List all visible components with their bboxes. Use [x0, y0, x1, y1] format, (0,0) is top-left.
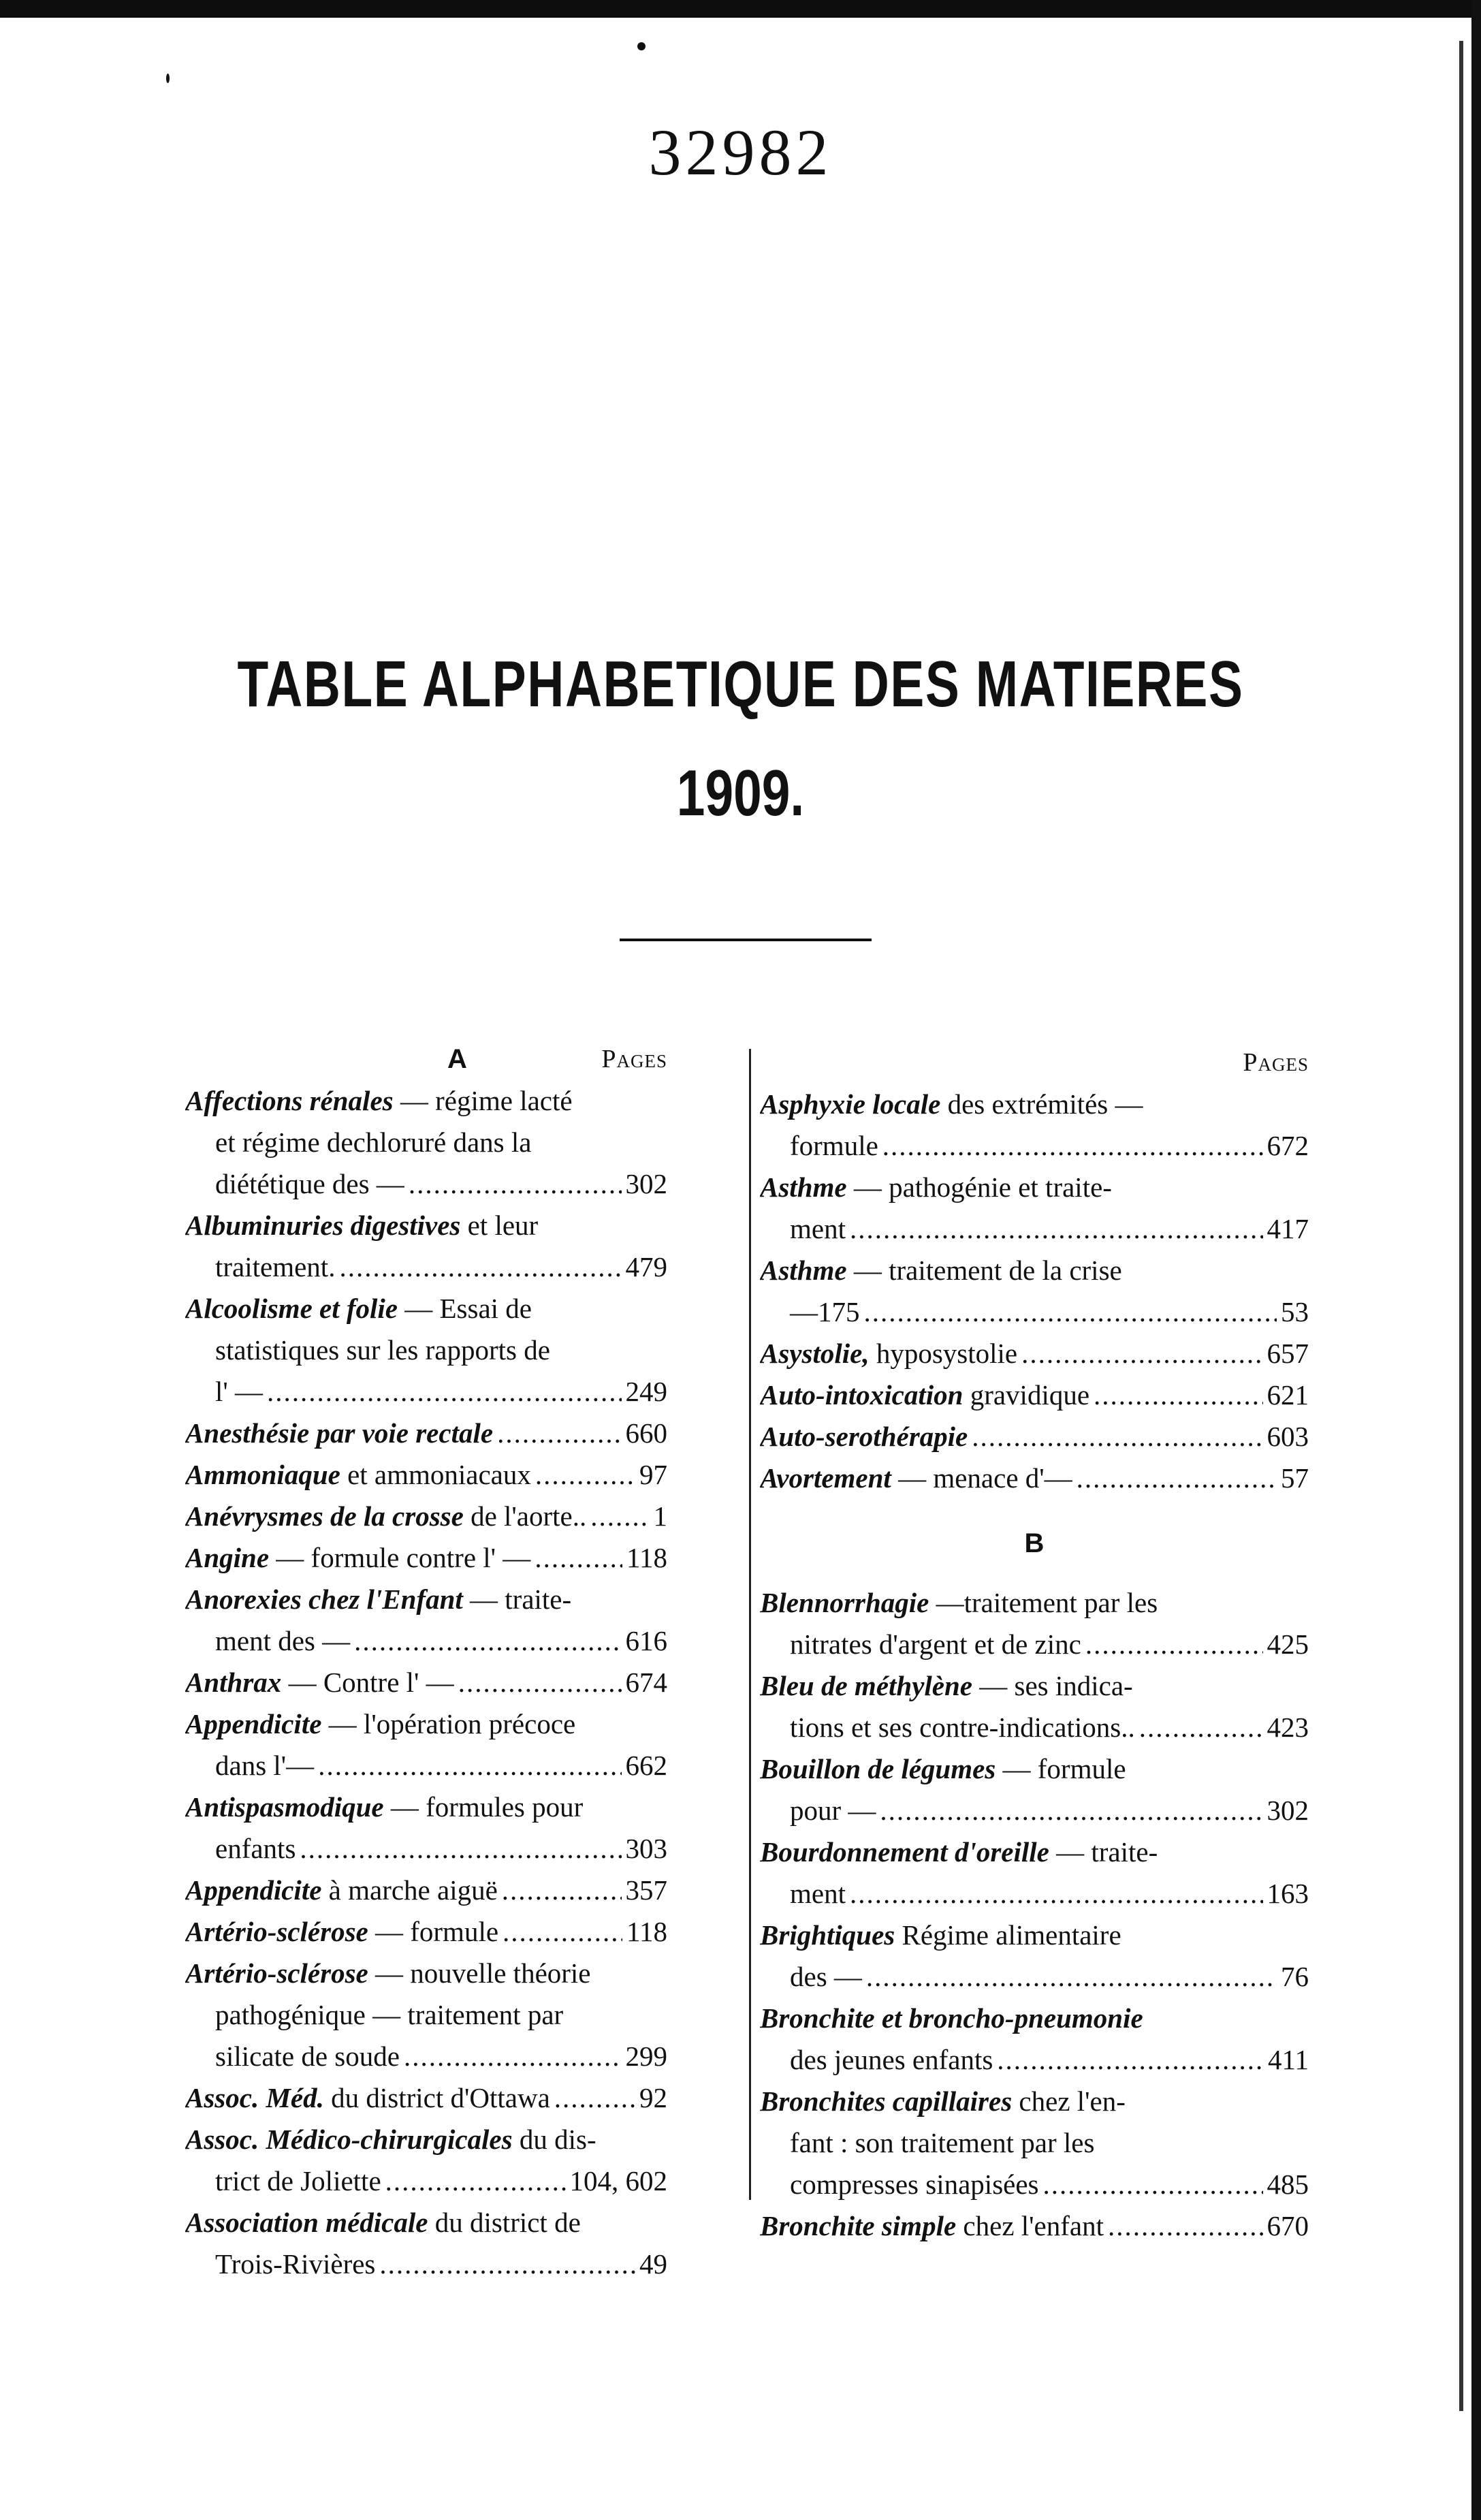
- entry-line: [760, 1458, 1309, 1499]
- entry-lead-text: [185, 1496, 586, 1537]
- entry-lead-text: [185, 1413, 493, 1454]
- entry-heading: Bronchite simple: [760, 2210, 957, 2241]
- entry-line: [760, 2081, 1309, 2122]
- entry-heading: Bourdonnement d'oreille: [760, 1836, 1049, 1868]
- entry-line: [185, 1163, 667, 1205]
- entry-line: [185, 2243, 667, 2285]
- pages-header: Pages: [1243, 1048, 1309, 1077]
- index-entry: [185, 1288, 667, 1413]
- index-entry: [185, 1953, 667, 2077]
- entry-heading: Bouillon de légumes: [760, 1753, 996, 1784]
- entry-heading: Affections rénales: [185, 1085, 394, 1116]
- entry-line: [760, 1167, 1309, 1208]
- entry-text: et ammoniacaux: [347, 1459, 531, 1490]
- entry-text: des jeunes enfants: [790, 2044, 993, 2075]
- entry-text: pathogénique — traitement par: [215, 1999, 564, 2030]
- entry-text: pour —: [790, 1795, 876, 1826]
- page-number: 621: [1267, 1379, 1309, 1411]
- pages-header: Pages: [601, 1045, 667, 1073]
- entry-text: du district d'Ottawa: [331, 2082, 550, 2113]
- page-number: 299: [625, 2041, 667, 2072]
- page-number: 479: [625, 1251, 667, 1282]
- entry-text: compresses sinapisées: [790, 2169, 1039, 2200]
- entry-heading: Assoc. Médico-chirurgicales: [185, 2124, 513, 2155]
- entry-lead-text: [185, 1911, 498, 1953]
- entry-text: traitement.: [215, 1251, 336, 1282]
- title-rule: [620, 939, 872, 941]
- leader-dots: [1077, 1458, 1277, 1499]
- entry-line: [185, 2160, 667, 2202]
- leader-dots: [1108, 2205, 1263, 2247]
- index-entry: [760, 1998, 1309, 2081]
- entry-line: [760, 1416, 1309, 1458]
- entry-heading: Avortement: [760, 1462, 891, 1494]
- page-number: 104, 602: [569, 2165, 667, 2196]
- entry-line: [760, 2205, 1309, 2247]
- entry-heading: Appendicite: [185, 1874, 322, 1906]
- entry-heading: Artério-sclérose: [185, 1916, 368, 1947]
- entry-heading: Asthme: [760, 1255, 847, 1286]
- entry-line: [185, 1870, 667, 1911]
- entry-line: [760, 1873, 1309, 1915]
- entry-heading: Brightiques: [760, 1919, 895, 1951]
- entry-line: [185, 1911, 667, 1953]
- entry-text: ment des —: [215, 1625, 351, 1656]
- entry-heading: Assoc. Méd.: [185, 2082, 324, 2113]
- leader-dots: [354, 1620, 621, 1662]
- leader-dots: [535, 1454, 635, 1496]
- page-number: 1: [653, 1500, 667, 1532]
- index-entry: [185, 1496, 667, 1537]
- leader-dots: [864, 1291, 1277, 1333]
- entry-text: l' —: [215, 1376, 264, 1407]
- index-entry: [760, 1374, 1309, 1416]
- entry-line: [760, 1915, 1309, 1956]
- entry-lead-text: [760, 1416, 968, 1458]
- entry-lead-text: [760, 1333, 1017, 1374]
- entry-text: — pathogénie et traite-: [853, 1171, 1112, 1203]
- leader-dots: [882, 1125, 1263, 1167]
- entry-text: statistiques sur les rapports de: [215, 1334, 550, 1366]
- entry-line: [760, 1748, 1309, 1790]
- index-entry: [760, 1748, 1309, 1831]
- entry-line: [760, 1956, 1309, 1998]
- page-number: 670: [1267, 2210, 1309, 2241]
- leader-dots: [502, 1870, 622, 1911]
- page-number: 302: [1267, 1795, 1309, 1826]
- index-entry: [185, 1413, 667, 1454]
- right-column-header: [760, 1042, 1309, 1084]
- index-entry: [185, 1662, 667, 1703]
- entry-text: dans l'—: [215, 1750, 315, 1781]
- right-entry-list-a: [760, 1084, 1309, 1499]
- entry-line: [185, 1786, 667, 1828]
- entry-text: —175: [790, 1296, 860, 1327]
- index-entry: [760, 1458, 1309, 1499]
- page-number: 97: [639, 1459, 667, 1490]
- page-number: 411: [1268, 2044, 1309, 2075]
- entry-heading: Artério-sclérose: [185, 1957, 368, 1989]
- right-border: [1471, 0, 1481, 2520]
- entry-heading: Blennorrhagie: [760, 1587, 929, 1618]
- entry-heading: Auto-intoxication: [760, 1379, 964, 1411]
- page-number: 657: [1267, 1338, 1309, 1369]
- index-entry: [185, 1786, 667, 1870]
- page-number: 57: [1281, 1462, 1309, 1494]
- entry-line: [760, 1582, 1309, 1624]
- entry-line: [185, 2036, 667, 2077]
- entry-text: — formule: [1002, 1753, 1126, 1784]
- entry-line: [185, 2119, 667, 2160]
- leader-dots: [458, 1662, 622, 1703]
- entry-text: — l'opération précoce: [328, 1708, 576, 1739]
- entry-text: diététique des —: [215, 1168, 404, 1199]
- index-entry: [185, 1579, 667, 1662]
- entry-lead-text: [760, 1374, 1089, 1416]
- ink-speck: [637, 42, 646, 50]
- entry-line: [185, 2077, 667, 2119]
- leader-dots: [379, 2243, 635, 2285]
- entry-heading: Association médicale: [185, 2207, 428, 2238]
- leader-dots: [1094, 1374, 1262, 1416]
- entry-text: et régime dechloruré dans la: [215, 1127, 532, 1158]
- entry-text: — Contre l' —: [288, 1667, 454, 1698]
- entry-line: [760, 1790, 1309, 1831]
- entry-line: [185, 1745, 667, 1786]
- index-entry: [185, 2202, 667, 2285]
- page-number: 76: [1281, 1961, 1309, 1992]
- ink-speck: [166, 74, 170, 83]
- entry-text: — Essai de: [404, 1293, 532, 1324]
- entry-heading: Appendicite: [185, 1708, 322, 1739]
- entry-text: — menace d'—: [898, 1462, 1072, 1494]
- entry-text: du district de: [434, 2207, 581, 2238]
- page-number: 485: [1267, 2169, 1309, 2200]
- entry-line: [185, 1246, 667, 1288]
- index-entry: [760, 1831, 1309, 1915]
- leader-dots: [409, 1163, 622, 1205]
- entry-text: chez l'en-: [1019, 2085, 1126, 2117]
- right-entry-list-b: [760, 1582, 1309, 2247]
- entry-line: [185, 1413, 667, 1454]
- entry-lead-text: [760, 2205, 1104, 2247]
- entry-text: — ses indica-: [979, 1670, 1133, 1701]
- entry-line: [760, 1665, 1309, 1707]
- left-column-header: [185, 1039, 667, 1080]
- index-entry: [185, 1703, 667, 1786]
- page-number: 118: [626, 1916, 667, 1947]
- entry-text: Trois-Rivières: [215, 2248, 376, 2280]
- leader-dots: [590, 1496, 649, 1537]
- page-number: 49: [639, 2248, 667, 2280]
- entry-line: [760, 2164, 1309, 2205]
- entry-text: — formule contre l' —: [276, 1542, 531, 1573]
- entry-text: silicate de soude: [215, 2041, 400, 2072]
- entry-text: du dis-: [519, 2124, 596, 2155]
- entry-text: à marche aiguë: [328, 1874, 498, 1906]
- page-number: 616: [625, 1625, 667, 1656]
- index-entry: [760, 1167, 1309, 1250]
- entry-heading: Anévrysmes de la crosse: [185, 1500, 464, 1532]
- entry-text: fant : son traitement par les: [790, 2127, 1095, 2158]
- entry-line: [760, 1125, 1309, 1167]
- index-entry: [760, 1333, 1309, 1374]
- page-number: 674: [625, 1667, 667, 1698]
- page-number: 425: [1267, 1628, 1309, 1660]
- entry-line: [185, 1329, 667, 1371]
- index-entry: [760, 2205, 1309, 2247]
- entry-line: [760, 1998, 1309, 2039]
- entry-heading: Auto-serothérapie: [760, 1421, 968, 1452]
- index-entry: [760, 2081, 1309, 2205]
- page-number: 163: [1267, 1878, 1309, 1909]
- entry-text: — régime lacté: [400, 1085, 573, 1116]
- leader-dots: [503, 1911, 622, 1953]
- entry-line: [185, 1080, 667, 1122]
- entry-line: [760, 1291, 1309, 1333]
- entry-line: [185, 1828, 667, 1870]
- index-entry: [185, 2077, 667, 2119]
- entry-text: trict de Joliette: [215, 2165, 381, 2196]
- entry-lead-text: [185, 1537, 530, 1579]
- entry-heading: Anorexies chez l'Enfant: [185, 1584, 463, 1615]
- index-entry: [760, 1915, 1309, 1998]
- entry-line: [760, 2122, 1309, 2164]
- entry-heading: Bronchite et broncho-pneumonie: [760, 2002, 1143, 2034]
- entry-text: gravidique: [970, 1379, 1090, 1411]
- page-number: 302: [625, 1168, 667, 1199]
- entry-line: [185, 1496, 667, 1537]
- leader-dots: [1043, 2164, 1263, 2205]
- index-entry: [185, 1537, 667, 1579]
- entry-heading: Anesthésie par voie rectale: [185, 1417, 494, 1449]
- entry-heading: Asystolie,: [760, 1338, 870, 1369]
- page-number: 417: [1267, 1213, 1309, 1244]
- entry-text: — formule: [375, 1916, 499, 1947]
- leader-dots: [850, 1208, 1263, 1250]
- right-column: [760, 1042, 1309, 2247]
- entry-heading: Bleu de méthylène: [760, 1670, 973, 1701]
- entry-lead-text: [185, 2077, 550, 2119]
- right-border-inner: [1459, 41, 1463, 2411]
- page-number: 53: [1281, 1296, 1309, 1327]
- page-number: 603: [1267, 1421, 1309, 1452]
- entry-heading: Asthme: [760, 1171, 847, 1203]
- index-entry: [760, 1582, 1309, 1665]
- entry-heading: Ammoniaque: [185, 1459, 340, 1490]
- page-number: 662: [625, 1750, 667, 1781]
- entry-lead-text: [760, 1458, 1072, 1499]
- entry-line: [760, 1831, 1309, 1873]
- leader-dots: [866, 1956, 1277, 1998]
- entry-text: Régime alimentaire: [902, 1919, 1121, 1951]
- entry-heading: Albuminuries digestives: [185, 1210, 461, 1241]
- index-entry: [760, 1084, 1309, 1167]
- page-number: 303: [625, 1833, 667, 1864]
- entry-text: — traite-: [1056, 1836, 1158, 1868]
- entry-heading: Asphyxie locale: [760, 1088, 941, 1120]
- entry-text: — nouvelle théorie: [375, 1957, 591, 1989]
- entry-line: [760, 1624, 1309, 1665]
- entry-line: [185, 1703, 667, 1745]
- index-entry: [185, 1870, 667, 1911]
- entry-line: [760, 1374, 1309, 1416]
- entry-text: des extrémités —: [947, 1088, 1143, 1120]
- index-entry: [760, 1665, 1309, 1748]
- leader-dots: [318, 1745, 621, 1786]
- page-number: 357: [625, 1874, 667, 1906]
- leader-dots: [300, 1828, 621, 1870]
- entry-line: [760, 1707, 1309, 1748]
- leader-dots: [385, 2160, 566, 2202]
- entry-heading: Alcoolisme et folie: [185, 1293, 398, 1324]
- section-letter-b: B: [1024, 1528, 1045, 1558]
- index-entry: [185, 1205, 667, 1288]
- entry-line: [185, 1288, 667, 1329]
- accession-number: 32982: [648, 116, 833, 189]
- entry-text: chez l'enfant: [963, 2210, 1104, 2241]
- page-number: 249: [625, 1376, 667, 1407]
- entry-line: [760, 1208, 1309, 1250]
- entry-text: formule: [790, 1130, 878, 1161]
- page-number: 92: [639, 2082, 667, 2113]
- top-border: [0, 0, 1481, 18]
- page-title: TABLE ALPHABETIQUE DES MATIERES: [237, 648, 1244, 721]
- index-entry: [185, 1080, 667, 1205]
- entry-heading: Antispasmodique: [185, 1791, 384, 1823]
- index-entry: [185, 1454, 667, 1496]
- leader-dots: [880, 1790, 1262, 1831]
- entry-line: [760, 2039, 1309, 2081]
- entry-line: [185, 1537, 667, 1579]
- entry-heading: Angine: [185, 1542, 270, 1573]
- index-entry: [760, 1416, 1309, 1458]
- page-number: 660: [625, 1417, 667, 1449]
- entry-line: [185, 1953, 667, 1994]
- entry-line: [760, 1333, 1309, 1374]
- entry-lead-text: [185, 1454, 531, 1496]
- entry-line: [185, 1454, 667, 1496]
- page-number: 672: [1267, 1130, 1309, 1161]
- entry-lead-text: [185, 1662, 454, 1703]
- index-entry: [185, 2119, 667, 2202]
- leader-dots: [267, 1371, 621, 1413]
- entry-line: [185, 1662, 667, 1703]
- entry-line: [185, 1994, 667, 2036]
- entry-text: hyposystolie: [876, 1338, 1018, 1369]
- entry-text: — traitement de la crise: [853, 1255, 1122, 1286]
- leader-dots: [1139, 1707, 1263, 1748]
- entry-line: [185, 1620, 667, 1662]
- entry-line: [185, 1205, 667, 1246]
- entry-text: de l'aorte..: [471, 1500, 587, 1532]
- left-column: [185, 1039, 667, 2285]
- left-entry-list: [185, 1080, 667, 2285]
- leader-dots: [850, 1873, 1263, 1915]
- entry-text: enfants: [215, 1833, 296, 1864]
- entry-text: tions et ses contre-indications..: [790, 1712, 1135, 1743]
- entry-heading: Bronchites capillaires: [760, 2085, 1013, 2117]
- entry-line: [185, 2202, 667, 2243]
- entry-text: des —: [790, 1961, 862, 1992]
- leader-dots: [972, 1416, 1262, 1458]
- page-number: 118: [626, 1542, 667, 1573]
- entry-text: et leur: [467, 1210, 539, 1241]
- leader-dots: [1085, 1624, 1263, 1665]
- entry-text: — traite-: [470, 1584, 572, 1615]
- entry-text: ment: [790, 1878, 846, 1909]
- entry-line: [185, 1579, 667, 1620]
- entry-text: —traitement par les: [936, 1587, 1158, 1618]
- entry-text: — formules pour: [390, 1791, 584, 1823]
- leader-dots: [554, 2077, 635, 2119]
- entry-heading: Anthrax: [185, 1667, 282, 1698]
- leader-dots: [1021, 1333, 1262, 1374]
- leader-dots: [535, 1537, 622, 1579]
- entry-line: [760, 1084, 1309, 1125]
- entry-text: ment: [790, 1213, 846, 1244]
- entry-line: [185, 1371, 667, 1413]
- leader-dots: [997, 2039, 1264, 2081]
- index-entry: [185, 1911, 667, 1953]
- entry-text: nitrates d'argent et de zinc: [790, 1628, 1081, 1660]
- leader-dots: [339, 1246, 621, 1288]
- page-number: 423: [1267, 1712, 1309, 1743]
- page-year: 1909.: [676, 757, 805, 830]
- leader-dots: [497, 1413, 621, 1454]
- entry-lead-text: [185, 1870, 498, 1911]
- column-divider: [749, 1049, 751, 2200]
- entry-line: [760, 1250, 1309, 1291]
- index-entry: [760, 1250, 1309, 1333]
- leader-dots: [404, 2036, 622, 2077]
- entry-line: [185, 1122, 667, 1163]
- section-letter-a: A: [447, 1044, 467, 1074]
